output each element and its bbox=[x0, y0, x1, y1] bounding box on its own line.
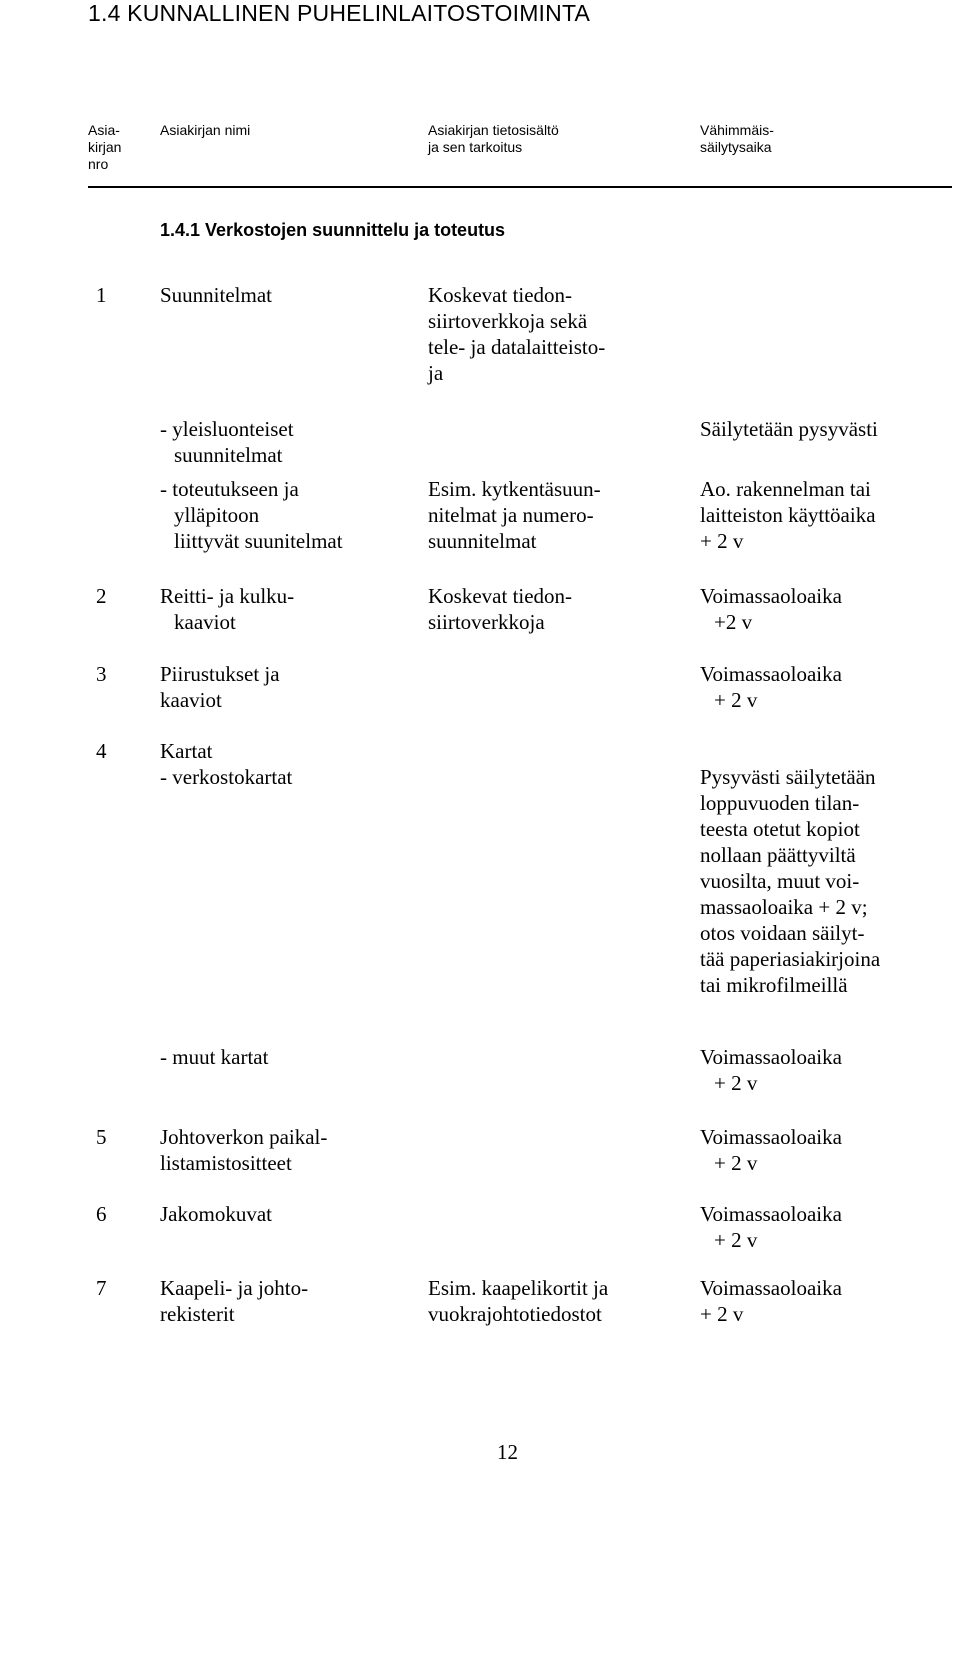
header-minimum-retention: Vähimmäis- säilytysaika bbox=[700, 122, 774, 155]
document-name: Kartat - verkostokartat bbox=[160, 739, 293, 789]
row-number: 5 bbox=[96, 1125, 107, 1149]
retention-period: Voimassaoloaika + 2 v bbox=[700, 1125, 842, 1175]
page-title: 1.4 KUNNALLINEN PUHELINLAITOSTOIMINTA bbox=[88, 0, 591, 26]
document-name: - toteutukseen ja ylläpitoon liittyvät suunitelmat bbox=[160, 477, 343, 553]
document-name: Johtoverkon paikal- listamistositteet bbox=[160, 1125, 328, 1175]
document-content: Koskevat tiedon- siirtoverkkoja bbox=[428, 584, 573, 634]
document-name: - yleisluonteiset suunnitelmat bbox=[160, 417, 294, 467]
document-name: Jakomokuvat bbox=[160, 1202, 272, 1226]
row-number: 1 bbox=[96, 283, 107, 307]
header-document-content: Asiakirjan tietosisältö ja sen tarkoitus bbox=[428, 122, 559, 155]
row-number: 2 bbox=[96, 584, 107, 608]
page-number: 12 bbox=[497, 1440, 518, 1464]
document-content: Esim. kytkentäsuun- nitelmat ja numero- suunnitelmat bbox=[428, 477, 601, 553]
retention-period: Voimassaoloaika + 2 v bbox=[700, 1276, 842, 1326]
row-number: 7 bbox=[96, 1276, 107, 1300]
document-name: Reitti- ja kulku- kaaviot bbox=[160, 584, 295, 634]
header-divider bbox=[88, 186, 952, 188]
retention-period: Pysyvästi säilytetään loppuvuoden tilan- teesta otetut kopiot nollaan päättyviltä vuosilta, muut voi- massaoloaika + 2 v; otos voidaan säilyt- tää paperiasiakirjoina tai mikrofilmeillä bbox=[700, 765, 881, 997]
document-name: Piirustukset ja kaaviot bbox=[160, 662, 280, 712]
document-content: Koskevat tiedon- siirtoverkkoja sekä tele- ja datalaitteisto- ja bbox=[428, 283, 606, 385]
retention-period: Voimassaoloaika + 2 v bbox=[700, 1045, 842, 1095]
header-document-number: Asia- kirjan nro bbox=[88, 122, 122, 172]
row-number: 6 bbox=[96, 1202, 107, 1226]
document-content: Esim. kaapelikortit ja vuokrajohtotiedostot bbox=[428, 1276, 609, 1326]
retention-period: Voimassaoloaika +2 v bbox=[700, 584, 842, 634]
retention-period: Voimassaoloaika + 2 v bbox=[700, 1202, 842, 1252]
document-name: Suunnitelmat bbox=[160, 283, 272, 307]
retention-period: Ao. rakennelman tai laitteiston käyttöaika + 2 v bbox=[700, 477, 876, 553]
section-title: 1.4.1 Verkostojen suunnittelu ja toteutus bbox=[160, 220, 506, 240]
row-number: 3 bbox=[96, 662, 107, 686]
document-name: Kaapeli- ja johto- rekisterit bbox=[160, 1276, 309, 1326]
document-name: - muut kartat bbox=[160, 1045, 269, 1069]
retention-period: Voimassaoloaika + 2 v bbox=[700, 662, 842, 712]
header-document-name: Asiakirjan nimi bbox=[160, 122, 251, 138]
row-number: 4 bbox=[96, 739, 107, 763]
retention-period: Säilytetään pysyvästi bbox=[700, 417, 878, 441]
